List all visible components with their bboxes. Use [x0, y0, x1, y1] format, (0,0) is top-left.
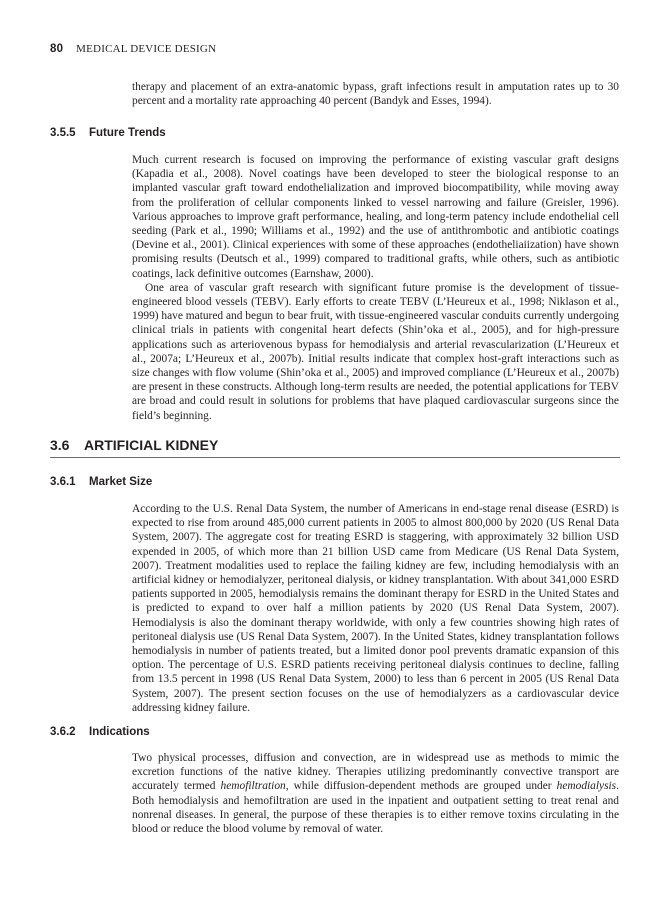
continued-paragraph-block [132, 80, 619, 108]
section-title: Indications [89, 726, 150, 738]
term-hemofiltration: hemofiltration [220, 780, 286, 793]
section-number: 3.6 [50, 437, 70, 453]
heading-3-6-1 [50, 476, 152, 488]
text-run: , while diffusion-dependent methods are grouped under [285, 780, 557, 793]
heading-3-6-2 [50, 726, 150, 738]
paragraph: One area of vascular graft research with significant future promise is the development of tissue-engineered blood vessels (TEBV). Early efforts to create TEBV (L’Heureux et al., 1998; Niklason et al., 1999) have matured and begun to bear fruit, with tissue-engineered vascular conduits currently undergoing clinical trials in patients with congenital heart defects (Shin’oka et al., 2005), and for high-pressure applications such as arteriovenous bypass for hemodialysis and arterial revascularization (L’Heureux et al., 2007a; L’Heureux et al., 2007b). Initial results indicate that complex host-graft interactions such as size changes with flow volume (Shin’oka et al., 2005) and improved compliance (L’Heureux et al., 2007b) are present in these constructs. Although long-term results are needed, the potential applications for TEBV are broad and could result in solutions for problems that have plaqued cardiovascular surgeons since the field’s beginning. [132, 281, 619, 422]
section-title: ARTIFICIAL KIDNEY [84, 437, 219, 453]
section-3-6-1-body [132, 502, 619, 715]
paragraph: According to the U.S. Renal Data System, the number of Americans in end-stage renal disease (ESRD) is expected to rise from around 485,000 current patients in 2005 to almost 800,000 by 2020 (US Renal Data System, 2007). The aggregate cost for treating ESRD is staggering, with approximately 32 billion USD expended in 2005, of which more than 21 billion USD came from Medicare (US Renal Data System, 2007). Treatment modalities used to replace the failing kidney are few, including hemodialysis with an artificial kidney or hemodialyzer, peritoneal dialysis, or kidney transplantation. With about 341,000 ESRD patients supported in 2005, hemodialysis remains the dominant therapy for ESRD in the United States and is predicted to expand to over half a million patients by 2020 (US Renal Data System, 2007). Hemodialysis is also the dominant therapy worldwide, with only a few countries showing high rates of peritoneal dialysis use (US Renal Data System, 2007). In the United States, kidney transplantation follows hemodialysis in number of patients treated, but a limited donor pool prevents dramatic expansion of this option. The percentage of U.S. ESRD patients receiving peritoneal dialysis continues to decline, falling from 13.5 percent in 1998 (US Renal Data System, 2000) to less than 6 percent in 2005 (US Renal Data System, 2007). The present section focuses on the use of hemodialyzers as a cardiovascular device addressing kidney failure. [132, 503, 619, 714]
section-title: Future Trends [89, 127, 166, 139]
section-title: Market Size [89, 476, 153, 488]
section-number: 3.6.2 [50, 726, 76, 738]
running-title: MEDICAL DEVICE DESIGN [76, 43, 217, 55]
paragraph [132, 751, 619, 836]
paragraph: Much current research is focused on improving the performance of existing vascular graft designs (Kapadia et al., 2008). Novel coatings have been developed to steer the biological response to an implanted vascular graft toward endothelialization and improved biocompatibility, while moving away from the proliferation of cellular components linked to vessel narrowing and failure (Greisler, 1996). Various approaches to improve graft performance, healing, and long-term patency include endothelial cell seeding (Park et al., 1990; Williams et al., 1992) and the use of antithrombotic and antibiotic coatings (Devine et al., 2001). Clinical experiences with some of these approaches (endotheliaiization) have shown promising results (Deutsch et al., 1999) compared to traditional grafts, while others, such as antibiotic coatings, lack definitive outcomes (Earnshaw, 2000). [132, 154, 619, 280]
section-number: 3.5.5 [50, 127, 76, 139]
heading-3-5-5 [50, 127, 166, 139]
term-hemodialysis: hemodialysis [556, 780, 617, 793]
heading-3-6 [50, 437, 620, 458]
running-header [50, 43, 216, 55]
section-3-6-2-body [132, 751, 619, 836]
text-run: . Both hemodialysis and hemofiltration are used in the inpatient and outpatient setting to treat renal and nonrenal diseases. In general, the purpose of these therapies is to either remove toxins circulating in the blood or reduce the blood volume by removal of water. [132, 780, 619, 836]
page-number: 80 [50, 43, 64, 55]
section-3-5-5-body [132, 153, 619, 423]
continued-paragraph: therapy and placement of an extra-anatomic bypass, graft infections result in amputation rates up to 30 percent and a mortality rate approaching 40 percent (Bandyk and Esses, 1994). [132, 81, 619, 108]
text-run: Two physical processes, diffusion and convection, are in widespread use as methods to mimic the excretion functions of the native kidney. Therapies utilizing predominantly convective transport are accurately termed [132, 752, 619, 793]
section-number: 3.6.1 [50, 476, 76, 488]
